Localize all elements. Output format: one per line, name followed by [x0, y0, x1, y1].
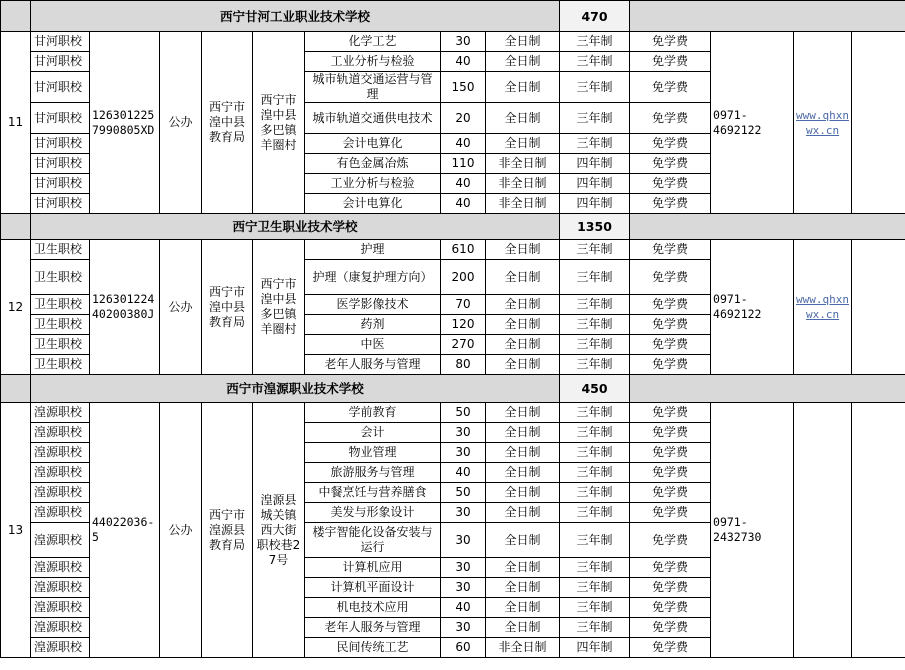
tuition-fee: 免学费 [630, 154, 711, 174]
tuition-fee: 免学费 [630, 103, 711, 134]
blank-cell [1, 1, 31, 32]
major-count: 20 [441, 103, 486, 134]
tuition-fee: 免学费 [630, 355, 711, 375]
school-website [794, 32, 852, 214]
major-name: 化学工艺 [305, 32, 441, 52]
school-authority: 西宁市湟源县教育局 [202, 403, 253, 658]
school-alias: 甘河职校 [31, 134, 90, 154]
major-name: 护理（康复护理方向） [305, 260, 441, 295]
school-alias: 卫生职校 [31, 335, 90, 355]
school-alias: 甘河职校 [31, 154, 90, 174]
study-years: 三年制 [560, 32, 630, 52]
school-total: 1350 [560, 214, 630, 240]
school-alias: 湟源职校 [31, 483, 90, 503]
major-count: 40 [441, 174, 486, 194]
tuition-fee: 免学费 [630, 463, 711, 483]
major-count: 270 [441, 335, 486, 355]
table-row [1, 403, 905, 423]
major-count: 40 [441, 52, 486, 72]
school-alias: 湟源职校 [31, 638, 90, 658]
school-code: 126301224402003​80J [90, 240, 160, 375]
major-count: 30 [441, 558, 486, 578]
school-index: 12 [1, 240, 31, 375]
blank-cell [630, 1, 905, 32]
study-years: 三年制 [560, 295, 630, 315]
major-count: 110 [441, 154, 486, 174]
major-count: 50 [441, 483, 486, 503]
major-count: 30 [441, 523, 486, 558]
major-count: 30 [441, 503, 486, 523]
major-count: 150 [441, 72, 486, 103]
school-alias: 卫生职校 [31, 240, 90, 260]
tuition-fee: 免学费 [630, 240, 711, 260]
school-header-row [1, 375, 905, 403]
tuition-fee: 免学费 [630, 443, 711, 463]
major-name: 学前教育 [305, 403, 441, 423]
major-count: 30 [441, 423, 486, 443]
major-name: 药剂 [305, 315, 441, 335]
tuition-fee: 免学费 [630, 638, 711, 658]
study-years: 三年制 [560, 52, 630, 72]
major-count: 30 [441, 32, 486, 52]
school-address: 西宁市湟中县多巴镇羊圈村 [253, 240, 305, 375]
school-alias: 卫生职校 [31, 295, 90, 315]
study-years: 四年制 [560, 154, 630, 174]
study-years: 三年制 [560, 72, 630, 103]
study-years: 四年制 [560, 638, 630, 658]
major-count: 30 [441, 618, 486, 638]
major-count: 40 [441, 598, 486, 618]
school-alias: 卫生职校 [31, 355, 90, 375]
major-count: 80 [441, 355, 486, 375]
major-count: 50 [441, 403, 486, 423]
study-years: 三年制 [560, 335, 630, 355]
major-name: 机电技术应用 [305, 598, 441, 618]
tuition-fee: 免学费 [630, 295, 711, 315]
major-name: 护理 [305, 240, 441, 260]
study-mode: 全日制 [486, 503, 560, 523]
blank-cell [852, 32, 905, 214]
study-mode: 全日制 [486, 618, 560, 638]
study-mode: 全日制 [486, 52, 560, 72]
major-name: 医学影像技术 [305, 295, 441, 315]
study-years: 三年制 [560, 598, 630, 618]
study-years: 三年制 [560, 523, 630, 558]
study-mode: 全日制 [486, 134, 560, 154]
major-count: 60 [441, 638, 486, 658]
tuition-fee: 免学费 [630, 32, 711, 52]
study-years: 三年制 [560, 260, 630, 295]
school-website [794, 240, 852, 375]
study-mode: 全日制 [486, 260, 560, 295]
school-alias: 湟源职校 [31, 523, 90, 558]
study-mode: 全日制 [486, 463, 560, 483]
study-years: 三年制 [560, 134, 630, 154]
tuition-fee: 免学费 [630, 194, 711, 214]
study-mode: 非全日制 [486, 174, 560, 194]
study-mode: 全日制 [486, 578, 560, 598]
major-count: 30 [441, 443, 486, 463]
study-years: 三年制 [560, 240, 630, 260]
school-index: 13 [1, 403, 31, 658]
study-mode: 全日制 [486, 240, 560, 260]
blank-cell [1, 214, 31, 240]
school-name: 西宁卫生职业技术学校 [31, 214, 560, 240]
study-mode: 非全日制 [486, 638, 560, 658]
study-years: 三年制 [560, 315, 630, 335]
major-name: 民间传统工艺 [305, 638, 441, 658]
school-alias: 甘河职校 [31, 32, 90, 52]
study-mode: 全日制 [486, 295, 560, 315]
study-years: 三年制 [560, 578, 630, 598]
tuition-fee: 免学费 [630, 315, 711, 335]
major-count: 40 [441, 134, 486, 154]
school-header-row [1, 214, 905, 240]
study-mode: 非全日制 [486, 154, 560, 174]
study-years: 三年制 [560, 483, 630, 503]
school-phone: 0971-4692122 [711, 240, 794, 375]
school-alias: 湟源职校 [31, 598, 90, 618]
major-count: 70 [441, 295, 486, 315]
study-mode: 全日制 [486, 72, 560, 103]
study-mode: 全日制 [486, 315, 560, 335]
blank-cell [1, 375, 31, 403]
school-address: 西宁市湟中县多巴镇羊圈村 [253, 32, 305, 214]
study-years: 三年制 [560, 618, 630, 638]
study-mode: 非全日制 [486, 194, 560, 214]
study-years: 三年制 [560, 503, 630, 523]
tuition-fee: 免学费 [630, 335, 711, 355]
major-name: 中医 [305, 335, 441, 355]
major-name: 楼宇智能化设备安装与运行 [305, 523, 441, 558]
major-count: 40 [441, 194, 486, 214]
study-years: 三年制 [560, 103, 630, 134]
school-alias: 湟源职校 [31, 423, 90, 443]
blank-cell [630, 214, 905, 240]
school-alias: 甘河职校 [31, 103, 90, 134]
tuition-fee: 免学费 [630, 260, 711, 295]
major-name: 有色金属冶炼 [305, 154, 441, 174]
school-type: 公办 [160, 240, 202, 375]
study-years: 三年制 [560, 423, 630, 443]
study-years: 三年制 [560, 558, 630, 578]
school-type: 公办 [160, 403, 202, 658]
study-mode: 全日制 [486, 403, 560, 423]
school-authority: 西宁市湟中县教育局 [202, 32, 253, 214]
school-phone: 0971-2432730 [711, 403, 794, 658]
blank-cell [852, 403, 905, 658]
school-phone: 0971-4692122 [711, 32, 794, 214]
school-type: 公办 [160, 32, 202, 214]
tuition-fee: 免学费 [630, 558, 711, 578]
school-alias: 湟源职校 [31, 618, 90, 638]
tuition-fee: 免学费 [630, 174, 711, 194]
study-mode: 全日制 [486, 443, 560, 463]
major-name: 工业分析与检验 [305, 52, 441, 72]
major-name: 物业管理 [305, 443, 441, 463]
school-alias: 卫生职校 [31, 260, 90, 295]
tuition-fee: 免学费 [630, 503, 711, 523]
major-name: 会计 [305, 423, 441, 443]
school-alias: 湟源职校 [31, 578, 90, 598]
school-index: 11 [1, 32, 31, 214]
tuition-fee: 免学费 [630, 523, 711, 558]
major-name: 美发与形象设计 [305, 503, 441, 523]
tuition-fee: 免学费 [630, 423, 711, 443]
major-name: 计算机应用 [305, 558, 441, 578]
tuition-fee: 免学费 [630, 72, 711, 103]
study-mode: 全日制 [486, 598, 560, 618]
school-alias: 湟源职校 [31, 403, 90, 423]
study-years: 三年制 [560, 403, 630, 423]
study-mode: 全日制 [486, 355, 560, 375]
school-alias: 湟源职校 [31, 463, 90, 483]
major-name: 老年人服务与管理 [305, 355, 441, 375]
school-header-row [1, 1, 905, 32]
blank-cell [630, 375, 905, 403]
study-mode: 全日制 [486, 423, 560, 443]
major-count: 30 [441, 578, 486, 598]
tuition-fee: 免学费 [630, 403, 711, 423]
school-total: 470 [560, 1, 630, 32]
study-mode: 全日制 [486, 558, 560, 578]
website-link[interactable]: www.qhxnwx.cn [796, 293, 849, 321]
tuition-fee: 免学费 [630, 618, 711, 638]
school-code: 44022036-5 [90, 403, 160, 658]
study-mode: 全日制 [486, 32, 560, 52]
school-alias: 卫生职校 [31, 315, 90, 335]
school-alias: 甘河职校 [31, 194, 90, 214]
major-count: 40 [441, 463, 486, 483]
major-name: 计算机平面设计 [305, 578, 441, 598]
study-mode: 全日制 [486, 103, 560, 134]
school-alias: 湟源职校 [31, 558, 90, 578]
school-total: 450 [560, 375, 630, 403]
study-mode: 全日制 [486, 523, 560, 558]
tuition-fee: 免学费 [630, 134, 711, 154]
major-name: 中餐烹饪与营养膳食 [305, 483, 441, 503]
school-alias: 甘河职校 [31, 72, 90, 103]
school-name: 西宁甘河工业职业技术学校 [31, 1, 560, 32]
table-row [1, 240, 905, 260]
major-name: 城市轨道交通运营与管理 [305, 72, 441, 103]
school-alias: 甘河职校 [31, 52, 90, 72]
website-link[interactable]: www.qhxnwx.cn [796, 108, 849, 137]
tuition-fee: 免学费 [630, 52, 711, 72]
major-name: 会计电算化 [305, 134, 441, 154]
major-name: 旅游服务与管理 [305, 463, 441, 483]
school-authority: 西宁市湟中县教育局 [202, 240, 253, 375]
blank-cell [852, 240, 905, 375]
major-name: 老年人服务与管理 [305, 618, 441, 638]
major-name: 工业分析与检验 [305, 174, 441, 194]
school-address: 湟源县城关镇西大街职校巷27号 [253, 403, 305, 658]
major-count: 120 [441, 315, 486, 335]
major-name: 会计电算化 [305, 194, 441, 214]
school-website [794, 403, 852, 658]
major-count: 200 [441, 260, 486, 295]
study-mode: 全日制 [486, 483, 560, 503]
study-years: 四年制 [560, 194, 630, 214]
school-name: 西宁市湟源职业技术学校 [31, 375, 560, 403]
study-years: 三年制 [560, 355, 630, 375]
school-code: 1263012257990805XD [90, 32, 160, 214]
major-name: 城市轨道交通供电技术 [305, 103, 441, 134]
study-years: 四年制 [560, 174, 630, 194]
tuition-fee: 免学费 [630, 598, 711, 618]
major-count: 610 [441, 240, 486, 260]
tuition-fee: 免学费 [630, 578, 711, 598]
study-years: 三年制 [560, 443, 630, 463]
study-years: 三年制 [560, 463, 630, 483]
tuition-fee: 免学费 [630, 483, 711, 503]
school-alias: 湟源职校 [31, 443, 90, 463]
school-alias: 湟源职校 [31, 503, 90, 523]
study-mode: 全日制 [486, 335, 560, 355]
school-alias: 甘河职校 [31, 174, 90, 194]
table-row [1, 32, 905, 52]
